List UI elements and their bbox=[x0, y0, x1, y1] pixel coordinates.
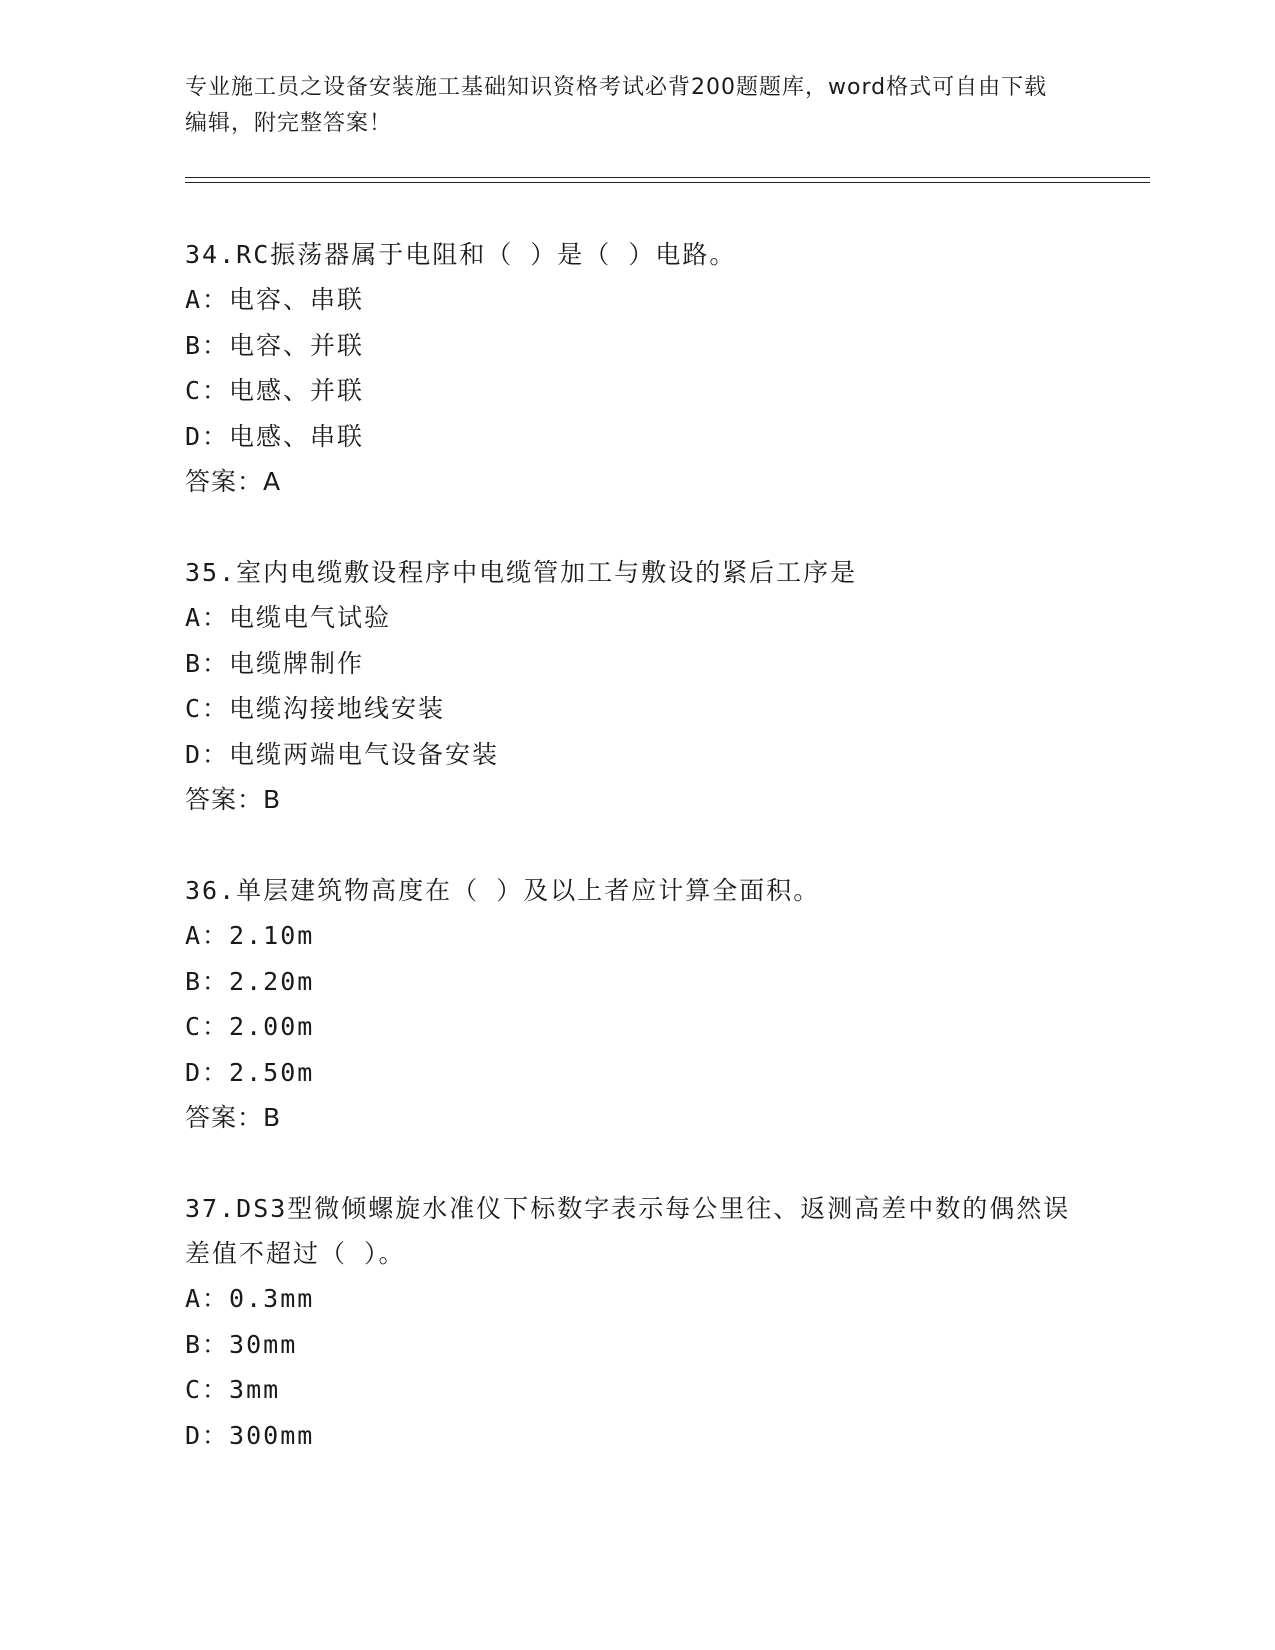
option-b: B：2.20m bbox=[185, 966, 315, 996]
question-stem: 36.单层建筑物高度在（ ）及以上者应计算全面积。 bbox=[185, 876, 821, 905]
option-d: D：300mm bbox=[185, 1420, 315, 1450]
option-d: D：电感、串联 bbox=[185, 421, 365, 451]
option-c: C：2.00m bbox=[185, 1012, 315, 1041]
header-divider-bottom bbox=[185, 182, 1150, 183]
document-header: 专业施工员之设备安装施工基础知识资格考试必背200题题库，word格式可自由下载编辑，附完整答案！ bbox=[185, 75, 1048, 136]
option-d: D：电缆两端电气设备安装 bbox=[185, 739, 500, 769]
header-divider-top bbox=[185, 177, 1150, 178]
option-a: A：电缆电气试验 bbox=[185, 603, 392, 632]
option-b: B：电缆牌制作 bbox=[185, 648, 365, 678]
question-stem: 37.DS3型微倾螺旋水准仪下标数字表示每公里往、返测高差中数的偶然误差值不超过（ ）。 bbox=[185, 1194, 1071, 1268]
question-stem: 35.室内电缆敷设程序中电缆管加工与敷设的紧后工序是 bbox=[185, 558, 858, 587]
question-stem: 34.RC振荡器属于电阻和（ ）是（ ）电路。 bbox=[185, 240, 737, 269]
option-d: D：2.50m bbox=[185, 1057, 315, 1087]
option-a: A：2.10m bbox=[185, 921, 315, 950]
question-list bbox=[185, 232, 1085, 1504]
option-a: A：0.3mm bbox=[185, 1284, 315, 1313]
answer-line: 答案：B bbox=[185, 785, 282, 814]
option-a: A：电容、串联 bbox=[185, 285, 365, 314]
option-c: C：3mm bbox=[185, 1375, 281, 1404]
question-35 bbox=[185, 550, 1085, 822]
option-c: C：电缆沟接地线安装 bbox=[185, 694, 446, 723]
answer-line: 答案：B bbox=[185, 1103, 282, 1132]
answer-line: 答案：A bbox=[185, 467, 282, 496]
question-36 bbox=[185, 868, 1085, 1140]
question-37 bbox=[185, 1186, 1085, 1458]
question-34 bbox=[185, 232, 1085, 504]
option-c: C：电感、并联 bbox=[185, 376, 365, 405]
option-b: B：30mm bbox=[185, 1329, 298, 1359]
option-b: B：电容、并联 bbox=[185, 330, 365, 360]
